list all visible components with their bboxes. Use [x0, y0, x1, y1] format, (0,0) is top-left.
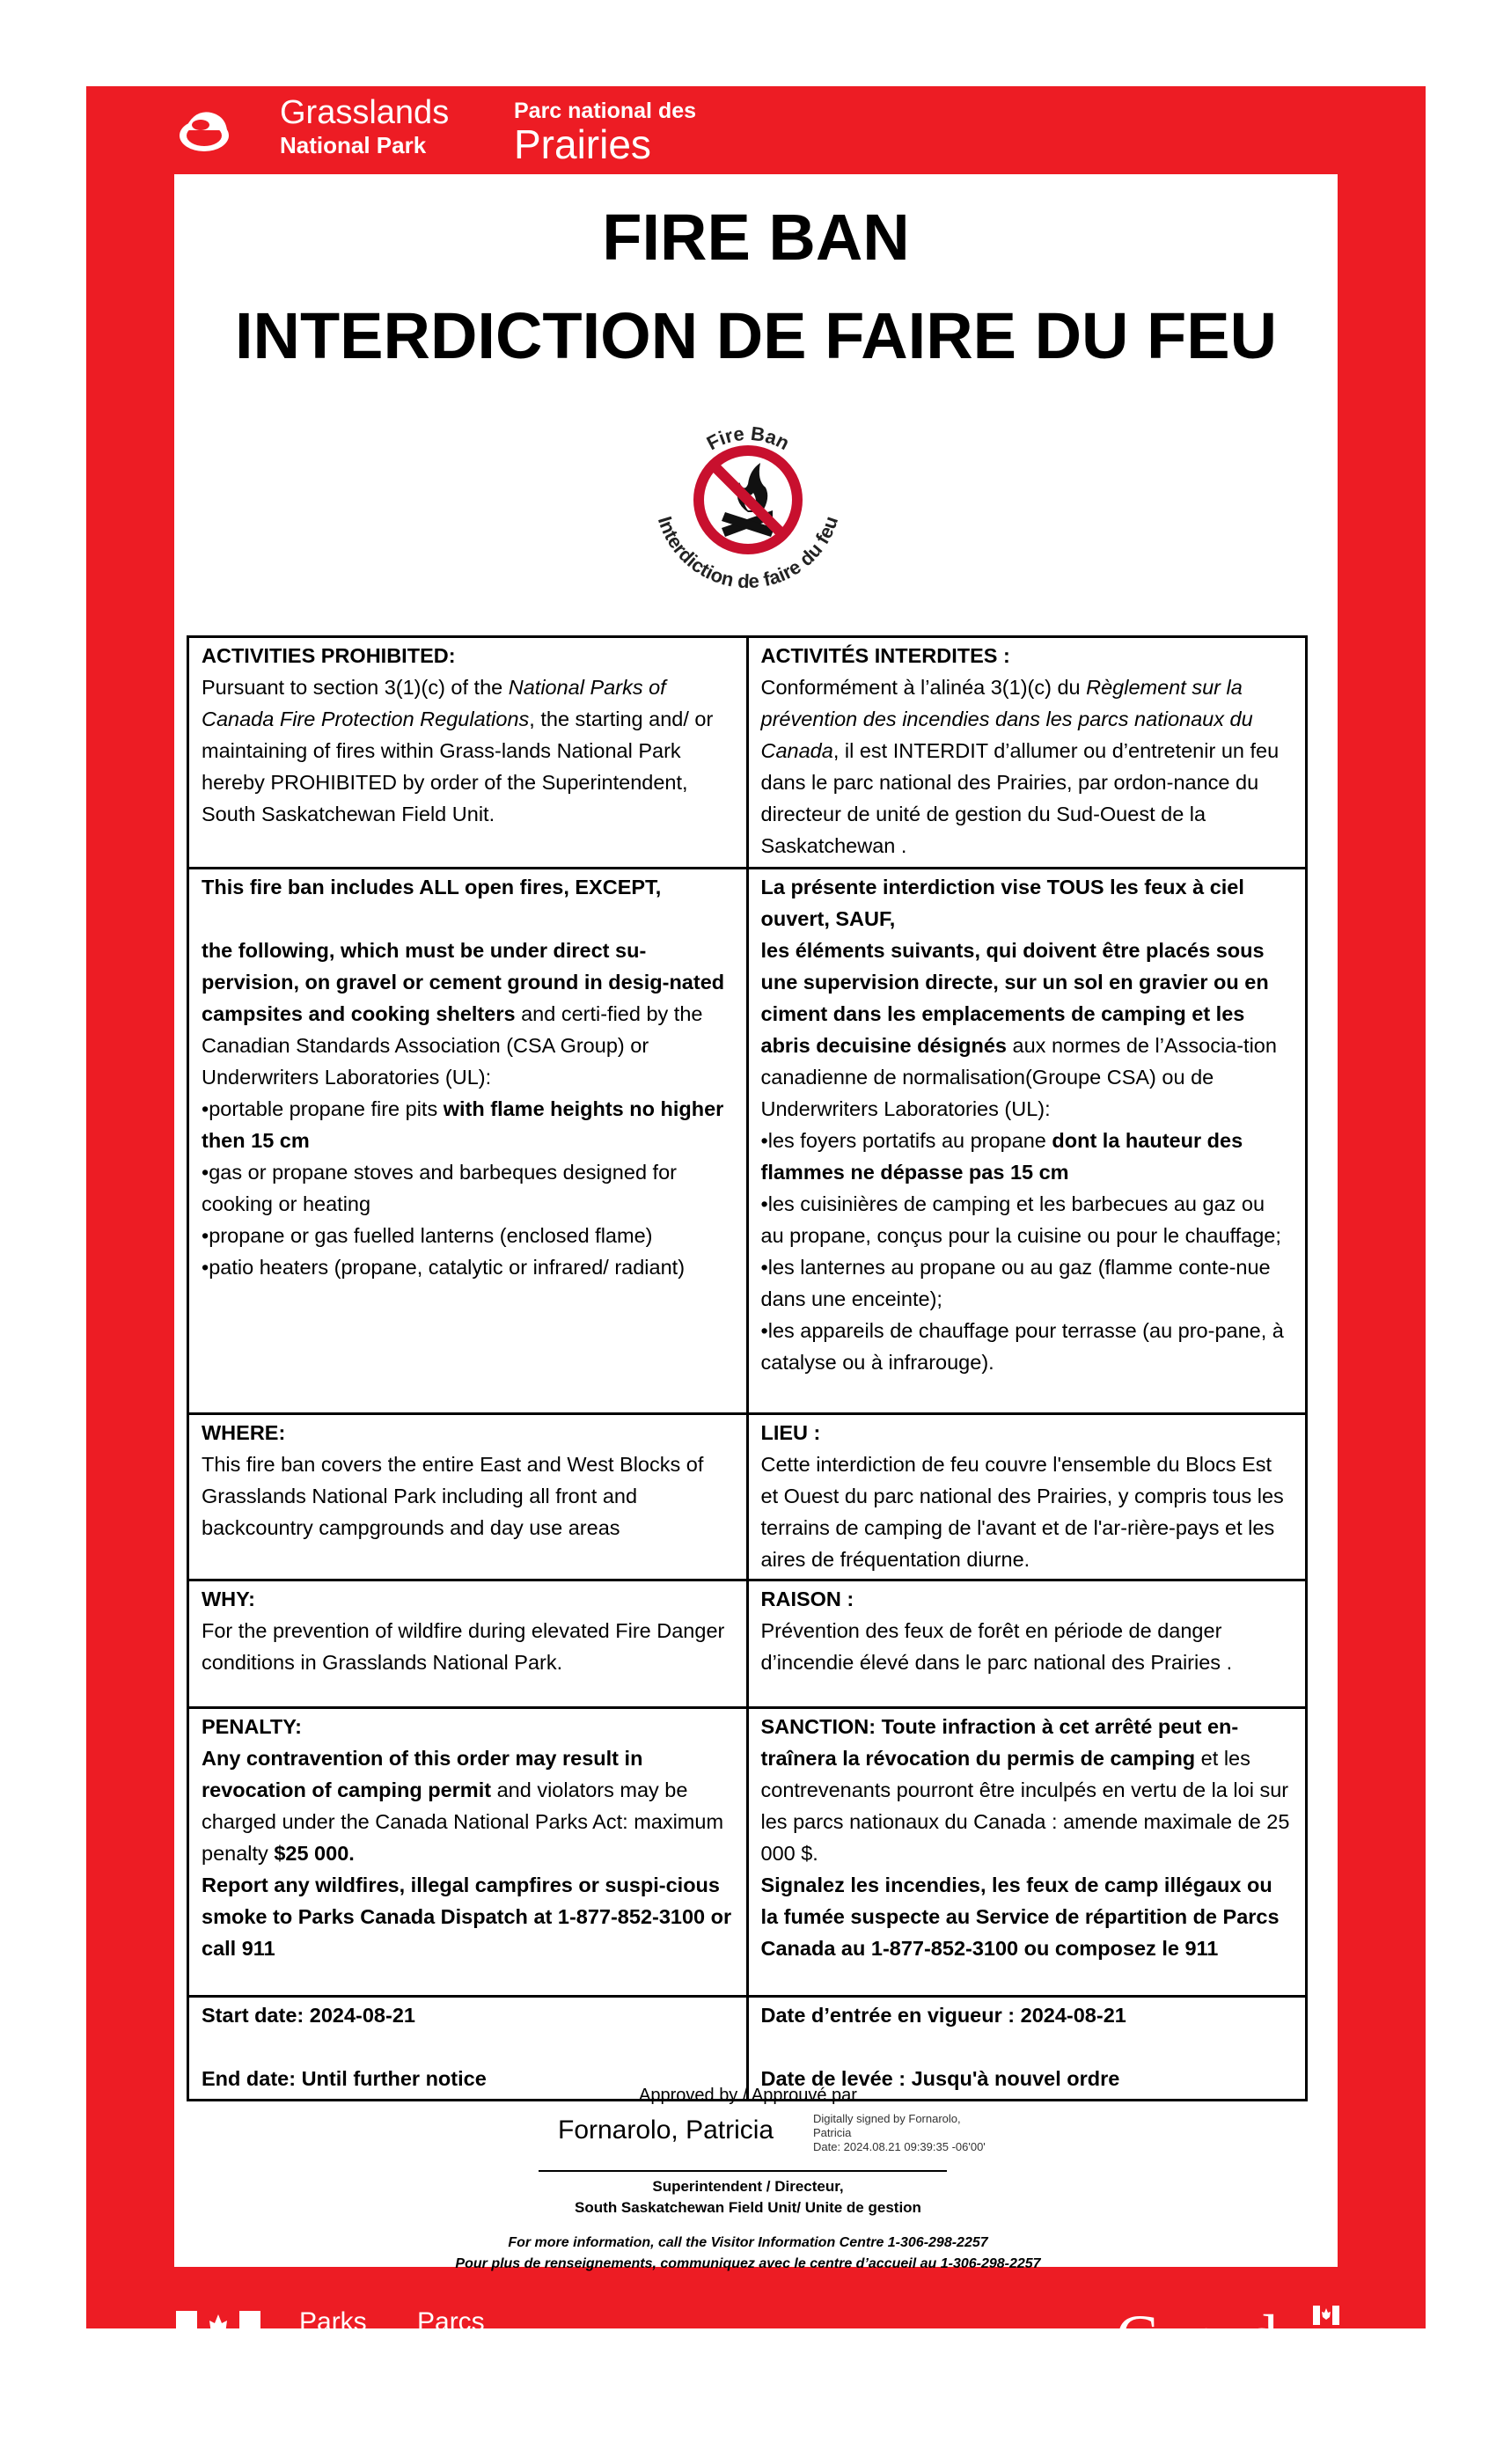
contact-info-en: For more information, call the Visitor Information Centre 1-306-298-2257: [508, 2235, 988, 2250]
signature-line: [539, 2170, 947, 2172]
includes-en-cell: [188, 869, 748, 1414]
activities-en-pre: Pursuant to section 3(1)(c) of the: [202, 676, 509, 699]
list-item: •les cuisinières de camping et les barbecues au gaz ou au propane, conçus pour la cuisine ou pour le chauffage;: [760, 1192, 1281, 1247]
no-fire-icon: [699, 451, 797, 549]
why-fr-cell: [747, 1580, 1307, 1708]
contact-info-fr: Pour plus de renseignements, communiquez avec le centre d’accueil au 1-306-298-2257: [455, 2256, 1041, 2271]
dates-en-cell: [188, 1997, 748, 2101]
signatory-name: Fornarolo, Patricia: [558, 2116, 774, 2145]
list-item: •les foyers portatifs au propane dont la hauteur des flammes ne dépasse pas 15 cm: [760, 1129, 1243, 1184]
approved-by-label: Approved by / Approuvé par: [639, 2086, 857, 2105]
list-item: •les lanternes au propane ou au gaz (flamme conte-nue dans une enceinte);: [760, 1256, 1271, 1310]
start-date-fr: Date d’entrée en vigueur : 2024-08-21: [760, 2004, 1126, 2027]
table-row-activities: [188, 637, 1307, 869]
list-item: •gas or propane stoves and barbeques designed for cooking or heating: [202, 1161, 677, 1215]
brand-en-name: Grasslands: [280, 94, 450, 131]
why-fr-heading: RAISON :: [760, 1588, 854, 1610]
includes-fr-conditions: les éléments suivants, qui doivent être placés sous une supervision directe, sur un sol en gravier ou en ciment dans les emplacements de camping et les abris decuisine désignés: [760, 939, 1269, 1057]
table-row-includes: [188, 869, 1307, 1414]
penalty-en-report: Report any wildfires, illegal campfires or suspi-cious smoke to Parks Canada Dispatch at 1-877-852-3100 or call 911: [202, 1874, 732, 1960]
list-item: •portable propane fire pits with flame heights no higher then 15 cm: [202, 1097, 724, 1152]
includes-fr-cell: [747, 869, 1307, 1414]
where-en-body: This fire ban covers the entire East and West Blocks of Grasslands National Park including all front and backcountry campgrounds and day use areas: [202, 1453, 704, 1539]
why-en-body: For the prevention of wildfire during elevated Fire Danger conditions in Grasslands National Park.: [202, 1619, 725, 1674]
where-fr-cell: [747, 1414, 1307, 1580]
list-item: •patio heaters (propane, catalytic or infrared/ radiant): [202, 1256, 686, 1279]
penalty-fr-revocation: SANCTION: Toute infraction à cet arrêté peut en-traînera la révocation du permis de camping: [760, 1715, 1239, 1770]
canada-flag-icon: [176, 2311, 260, 2358]
penalty-en-charge: and violators may be charged under the Canada National Parks Act: maximum penalty: [202, 1778, 724, 1865]
list-item: •propane or gas fuelled lanterns (enclosed flame): [202, 1224, 653, 1247]
includes-en-conditions: the following, which must be under direct su-pervision, on gravel or cement ground in desig-nated campsites and cooking shelters: [202, 939, 725, 1025]
start-date-en: Start date: 2024-08-21: [202, 2004, 415, 2027]
where-en-heading: WHERE:: [202, 1421, 286, 1444]
activities-fr-pre: Conformément à l’alinéa 3(1)(c) du: [760, 676, 1087, 699]
activities-fr-regulation: Règlement sur la prévention des incendies dans les parcs nationaux du Canada: [760, 676, 1253, 762]
fire-ban-info-table: [187, 635, 1308, 2101]
table-row-why: [188, 1580, 1307, 1708]
signatory-role: Superintendent / Directeur,: [652, 2178, 844, 2195]
includes-fr-certification: aux normes de l’Associa-tion canadienne de normalisation(Groupe CSA) ou de Underwriters Laboratories (UL):: [760, 1034, 1277, 1120]
title-en: FIRE BAN: [602, 201, 910, 274]
end-date-en: End date: Until further notice: [202, 2067, 487, 2090]
penalty-en-revocation: Any contravention of this order may result in revocation of camping permit: [202, 1747, 643, 1801]
brand-fr-sub: Prairies: [514, 121, 651, 167]
penalty-fr-charge: et les contrevenants pourront être inculpés en vertu de la loi sur les parcs nationaux du Canada : amende maximale de 25 000 $.: [760, 1747, 1290, 1865]
where-en-cell: [188, 1414, 748, 1580]
activities-fr-post: , il est INTERDIT d’allumer ou d’entretenir un feu dans le parc national des Prairies, par ordon-nance du directeur de unité de gestion du Sud-Ouest de la Saskatchewan .: [760, 739, 1280, 857]
where-fr-body: Cette interdiction de feu couvre l'ensemble du Blocs Est et Ouest du parc national des Prairies, y compris tous les terrains de camping de l'avant et de l'ar-rière-pays et les aires de fréquentation diurne.: [760, 1453, 1284, 1571]
title-fr: INTERDICTION DE FAIRE DU FEU: [234, 299, 1278, 372]
list-item: •les appareils de chauffage pour terrasse (au pro-pane, à catalyse ou à infrarouge).: [760, 1319, 1284, 1374]
badge-bottom-text: Interdiction de faire du feu: [653, 513, 843, 593]
table-row-dates: [188, 1997, 1307, 2101]
end-date-fr: Date de levée : Jusqu'à nouvel ordre: [760, 2067, 1120, 2090]
penalty-fr-report: Signalez les incendies, les feux de camp illégaux ou la fumée suspecte au Service de répartition de Parcs Canada au 1-877-852-3100 ou composez le 911: [760, 1874, 1280, 1960]
table-row-penalty: [188, 1708, 1307, 1997]
parks-canada-en: Parks Canada: [299, 2307, 392, 2366]
why-en-heading: WHY:: [202, 1588, 255, 1610]
beaver-logo-icon: [176, 100, 232, 157]
why-en-cell: [188, 1580, 748, 1708]
table-row-where: [188, 1414, 1307, 1580]
activities-en-regulation: National Parks of Canada Fire Protection Regulations: [202, 676, 666, 730]
includes-en-certification: and certi-fied by the Canadian Standards Association (CSA Group) or Underwriters Laboratories (UL):: [202, 1002, 703, 1089]
activities-en-cell: [188, 637, 748, 869]
penalty-en-cell: [188, 1708, 748, 1997]
includes-fr-line1: La présente interdiction vise TOUS les feux à ciel ouvert, SAUF,: [760, 876, 1244, 930]
includes-en-line1: This fire ban includes ALL open fires, EXCEPT,: [202, 876, 662, 898]
where-fr-heading: LIEU :: [760, 1421, 821, 1444]
brand-en-sub: National Park: [280, 132, 427, 158]
why-fr-body: Prévention des feux de forêt en période de danger d’incendie élevé dans le parc national des Prairies .: [760, 1619, 1233, 1674]
digital-signature-stamp: Digitally signed by Fornarolo, Patricia Date: 2024.08.21 09:39:35 -06'00': [813, 2112, 986, 2153]
dates-fr-cell: [747, 1997, 1307, 2101]
penalty-en-amount: $25 000.: [274, 1842, 355, 1865]
parcs-canada-fr: Parcs Canada: [417, 2307, 510, 2366]
activities-en-heading: ACTIVITIES PROHIBITED:: [202, 644, 456, 667]
canada-wordmark: Canada: [1116, 2306, 1343, 2367]
activities-fr-heading: ACTIVITÉS INTERDITES :: [760, 644, 1010, 667]
penalty-fr-cell: [747, 1708, 1307, 1997]
badge-top-text: Fire Ban: [702, 422, 794, 455]
wordmark-flag-icon: [1313, 2306, 1339, 2325]
activities-fr-cell: [747, 637, 1307, 869]
activities-en-post: , the starting and/ or maintaining of fires within Grass-lands National Park hereby PROHIBITED by order of the Superintendent, South Saskatchewan Field Unit.: [202, 708, 714, 825]
penalty-en-heading: PENALTY:: [202, 1715, 303, 1738]
fire-ban-badge: [616, 396, 880, 607]
brand-fr-name: Parc national des: [514, 99, 697, 123]
signatory-unit: South Saskatchewan Field Unit/ Unite de gestion: [575, 2199, 921, 2216]
